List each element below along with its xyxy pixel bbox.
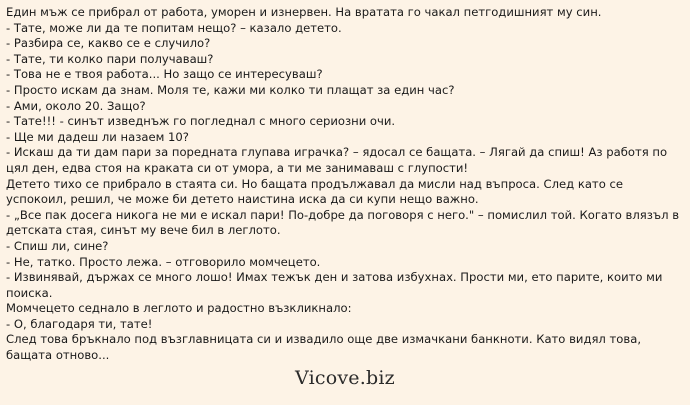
site-brand: Vicove.biz — [295, 367, 395, 389]
story-line: - Тате!!! - синът изведнъж го погледнал с много сериозни очи. — [6, 114, 396, 129]
story-line: - Спиш ли, сине? — [6, 238, 109, 253]
story-line: След това бръкнало под възглавницата си и извадило още две измачкани банкноти. Като видял това, бащата отново... — [6, 332, 642, 363]
story-line: - Разбира се, какво се е случило? — [6, 36, 211, 51]
story-line: - Искаш да ти дам пари за поредната глупава играчка? – ядосал се бащата. – Лягай да спиш! Аз работя по цял ден, едва стоя на краката си от умора, а ти ме занимаваш с глупости! — [6, 145, 668, 175]
story-line: Един мъж се прибрал от работа, уморен и изнервен. На вратата го чакал петгодишният му син. — [6, 5, 602, 19]
story-line: - Просто искам да знам. Моля те, кажи ми колко ти плащат за един час? — [6, 82, 455, 97]
story-text — [6, 5, 686, 364]
story-line: - О, благодаря ти, тате! — [6, 316, 153, 331]
story-line: Момчецето седнало в леглото и радостно възкликнало: — [6, 301, 352, 316]
story-line: - Извинявай, държах се много лошо! Имах тежък ден и затова избухнах. Прости ми, ето парите, които ми поиска. — [6, 270, 663, 300]
story-line: - Ами, около 20. Защо? — [6, 98, 146, 113]
story-line: - „Все пак досега никога не ми е искал пари! По-добре да поговоря с него." – помислил той. Когато влязъл в детската стая, синът му вече бил в леглото. — [6, 207, 680, 238]
story-line: Детето тихо се прибрало в стаята си. Но бащата продължавал да мисли над въпроса. След като се успокоил, решил, че може би детето наистина иска да си купи нещо важно. — [6, 176, 623, 207]
story-line: - Тате, ти колко пари получаваш? — [6, 51, 214, 66]
story-line: - Тате, може ли да те попитам нещо? – казало детето. — [6, 20, 342, 35]
story-line: - Не, татко. Просто лежа. – отговорило момчецето. — [6, 254, 321, 269]
story-line: - Това не е твоя работа... Но защо се интересуваш? — [6, 67, 323, 82]
story-line: - Ще ми дадеш ли назаем 10? — [6, 129, 189, 144]
